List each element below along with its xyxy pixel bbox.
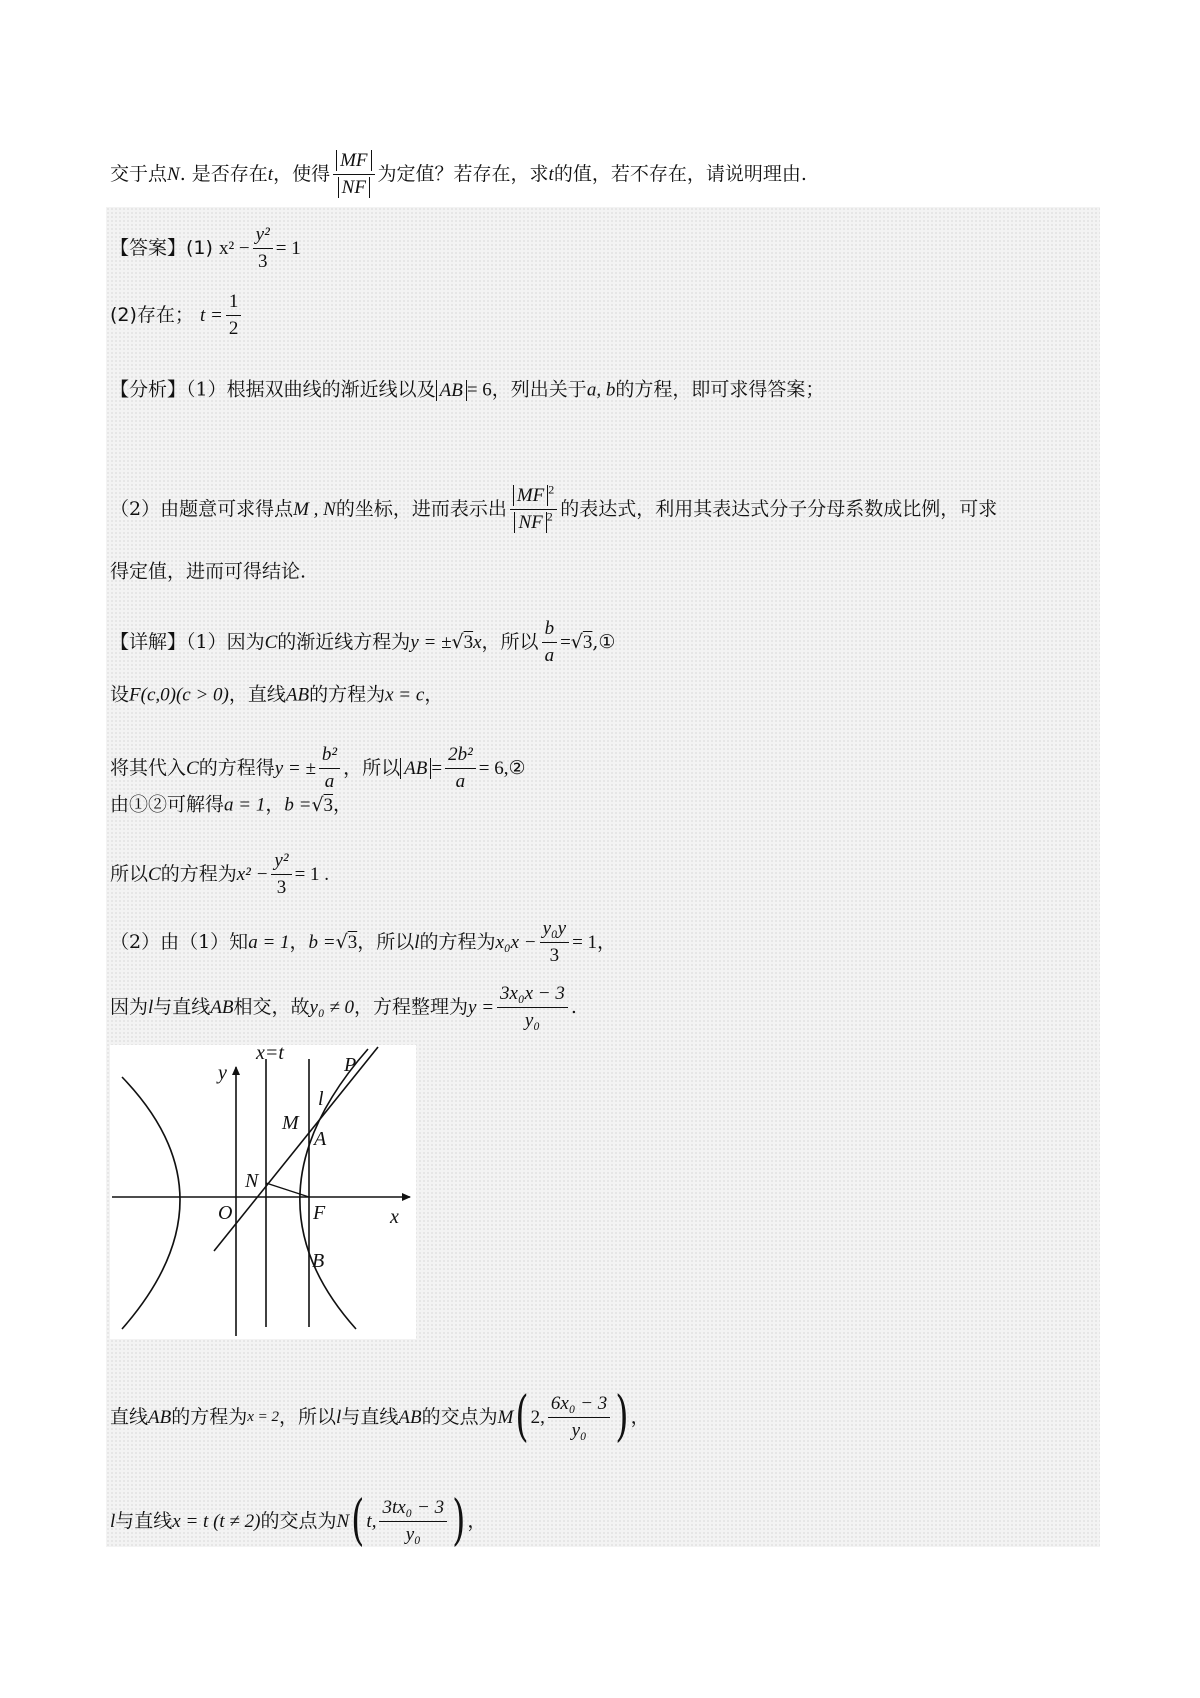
label-m: M	[282, 1112, 299, 1134]
problem-text: . 是否存在	[179, 162, 268, 185]
label-f: F	[313, 1202, 326, 1224]
detail-line-9: l与直线x = t (t ≠ 2)的交点为N( t, $\frac{\text{3tx₀ − 3}}{\text{y₀}}$ ) ，	[110, 1489, 487, 1554]
analysis-label: 【分析】	[110, 378, 187, 401]
label-y: y	[218, 1062, 227, 1084]
hyperbola-diagram	[110, 1045, 416, 1339]
equation-part: = 1	[275, 237, 301, 259]
problem-statement	[110, 150, 807, 199]
detail-label: 【详解】	[110, 630, 187, 653]
fraction: $\frac{\text{y²}}{3}$	[253, 224, 273, 273]
analysis-line-2: （2）由题意可求得点M , N的坐标，进而表示出 $\frac{MF ^2}{NF ^2}$ 的表达式，利用其表达式分子分母系数成比例，可求	[110, 482, 998, 533]
hyperbola-left-branch	[122, 1077, 180, 1329]
label-x: x	[390, 1206, 399, 1228]
label-a: A	[314, 1128, 327, 1150]
tangent-line-l	[214, 1047, 378, 1251]
analysis-line-3: 得定值，进而可得结论.	[110, 560, 307, 583]
detail-line-8: 直线AB的方程为x = 2，所以l与直线AB的交点为M( 2, $\frac{\text{6x₀ − 3}}{\text{y₀}}$ ) ，	[110, 1385, 650, 1450]
problem-text: 交于点	[110, 162, 168, 185]
problem-text: 为定值？若存在，求	[377, 162, 549, 185]
label-p: P	[344, 1054, 357, 1076]
hyperbola-figure	[110, 1045, 416, 1339]
label-n: N	[245, 1170, 259, 1192]
detail-line-3: 将其代入C的方程得y = ± $\frac{\text{b²}}{a}$ ，所以 AB = $\frac{\text{2b²}}{a}$ = 6,②	[110, 744, 526, 792]
detail-line-7: 因为l与直线AB相交，故y₀ ≠ 0，方程整理为y = $\frac{\text{3x₀x − 3}}{\text{y₀}}$ .	[110, 983, 577, 1031]
label-b: B	[312, 1250, 325, 1272]
var-t: t	[267, 163, 274, 185]
hyperbola-right-branch	[300, 1049, 368, 1329]
equation-part: t =	[199, 304, 223, 326]
answer-line-1	[110, 224, 301, 273]
part-tag: (1)	[186, 236, 213, 259]
detail-line-4: 由①②可解得a = 1，b =√3，	[110, 793, 353, 816]
var-t: t	[548, 163, 554, 185]
label-x-eq-t: x=t	[256, 1045, 284, 1064]
part-tag: (2)存在；	[110, 303, 194, 326]
analysis-line-1: 【分析】（1）根据双曲线的渐近线以及 AB = 6，列出关于a, b的方程，即可求得答案；	[110, 378, 825, 401]
answer-label: 【答案】	[110, 236, 187, 259]
squared-ratio-fraction: $\frac{MF ^2}{NF ^2}$	[510, 485, 557, 534]
detail-line-6: （2）由（1）知a = 1，b =√3，所以l的方程为x₀x − $\frac{\text{y₀y}}{3}$ = 1，	[110, 918, 617, 966]
segment-nf	[266, 1183, 309, 1197]
fraction: $\frac{1}{2}$	[226, 291, 242, 340]
answer-line-2	[110, 291, 244, 340]
detail-line-2: 设F(c,0)(c > 0)，直线AB的方程为x = c，	[110, 683, 444, 706]
ratio-fraction: $\frac{MF}{NF}$	[333, 150, 374, 199]
equation-part: x² −	[218, 237, 250, 259]
detail-line-1: 【详解】（1）因为C的渐近线方程为y = ±√3x，所以 $\frac{b}{a}$ =√3,①	[110, 618, 616, 666]
abs-ab: AB	[436, 380, 467, 401]
label-l: l	[318, 1088, 324, 1110]
problem-text: 的值，若不存在，请说明理由.	[553, 162, 807, 185]
point-n: N	[167, 163, 180, 185]
detail-line-5: 所以C的方程为x² − $\frac{\text{y²}}{3}$ = 1 .	[110, 850, 330, 898]
label-o: O	[218, 1202, 233, 1224]
problem-text: ，使得	[273, 162, 331, 185]
